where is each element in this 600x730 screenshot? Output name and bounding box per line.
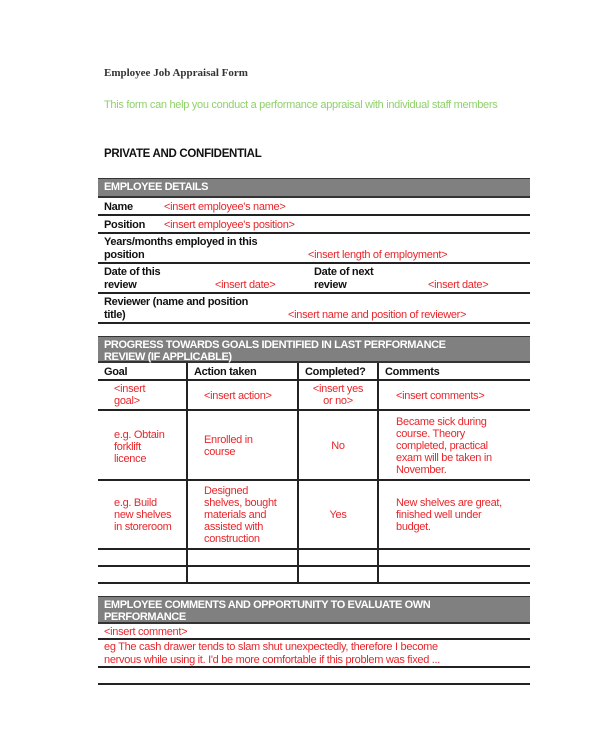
column-header-goal: Goal bbox=[104, 366, 128, 378]
date-this-review-label-line1: Date of this bbox=[104, 266, 161, 278]
cell-line: completed, practical bbox=[396, 440, 488, 452]
position-row bbox=[98, 216, 530, 234]
form-title: Employee Job Appraisal Form bbox=[104, 67, 248, 79]
cell-line: in storeroom bbox=[114, 521, 172, 533]
column-header-completed: Completed? bbox=[305, 366, 366, 378]
comment-placeholder-row bbox=[98, 624, 530, 640]
progress-header-line1: PROGRESS TOWARDS GOALS IDENTIFIED IN LAST PERFORMANCE bbox=[104, 339, 446, 351]
date-this-review-value[interactable]: <insert date> bbox=[215, 279, 276, 291]
reviewer-value[interactable]: <insert name and position of reviewer> bbox=[288, 309, 467, 321]
comment-example[interactable] bbox=[104, 641, 440, 667]
cell-line: course bbox=[204, 446, 236, 458]
name-value[interactable]: <insert employee's name> bbox=[164, 201, 286, 213]
cell-line: finished well under bbox=[396, 509, 482, 521]
confidential-heading: PRIVATE AND CONFIDENTIAL bbox=[104, 148, 262, 160]
employee-details-header-text: EMPLOYEE DETAILS bbox=[104, 181, 209, 193]
name-label: Name bbox=[104, 201, 133, 213]
cell-line: Enrolled in bbox=[204, 434, 253, 446]
cell-line: construction bbox=[204, 533, 260, 545]
date-next-review-label-line2: review bbox=[314, 279, 347, 291]
comments-cell[interactable] bbox=[396, 416, 492, 476]
action-cell[interactable] bbox=[204, 485, 277, 545]
review-dates-row bbox=[98, 264, 530, 294]
cell-line: e.g. Build bbox=[114, 497, 157, 509]
date-this-review-label-line2: review bbox=[104, 279, 137, 291]
employee-comments-header bbox=[98, 596, 530, 624]
name-row bbox=[98, 198, 530, 216]
date-next-review-value[interactable]: <insert date> bbox=[428, 279, 489, 291]
intro-text: This form can help you conduct a performance appraisal with individual staff members bbox=[104, 99, 498, 111]
cell-line: exam will be taken in bbox=[396, 452, 492, 464]
cell-line: forklift bbox=[114, 441, 141, 453]
completed-cell[interactable] bbox=[299, 440, 377, 452]
employee-details-header bbox=[98, 178, 530, 198]
comment-example-line2: nervous while using it. I'd be more comfortable if this problem was fixed ... bbox=[104, 654, 441, 666]
progress-header-line2: REVIEW (IF APPLICABLE) bbox=[104, 351, 232, 363]
empty-table-row[interactable] bbox=[98, 567, 530, 584]
action-cell[interactable] bbox=[204, 434, 253, 458]
employee-comments-header-line2: PERFORMANCE bbox=[104, 611, 186, 623]
cell-line: materials and bbox=[204, 509, 267, 521]
cell-line: Became sick during bbox=[396, 416, 487, 428]
cell-line: <insert action> bbox=[204, 390, 272, 402]
table-row bbox=[98, 381, 530, 411]
table-row bbox=[98, 481, 530, 550]
cell-line: budget. bbox=[396, 521, 431, 533]
cell-line: <insert yes bbox=[312, 383, 364, 395]
cell-line: Designed bbox=[204, 485, 249, 497]
completed-cell[interactable] bbox=[299, 383, 377, 407]
comment-example-line1: eg The cash drawer tends to slam shut unexpectedly, therefore I become bbox=[104, 641, 438, 653]
date-next-review-label-line1: Date of next bbox=[314, 266, 374, 278]
reviewer-row bbox=[98, 294, 530, 324]
years-employed-row bbox=[98, 234, 530, 264]
completed-cell[interactable] bbox=[299, 509, 377, 521]
goal-cell[interactable] bbox=[114, 429, 165, 465]
empty-comment-row[interactable] bbox=[98, 668, 530, 685]
cell-line: licence bbox=[114, 453, 147, 465]
action-cell[interactable] bbox=[204, 390, 272, 402]
cell-line: <insert bbox=[114, 383, 146, 395]
progress-header bbox=[98, 336, 530, 363]
table-row bbox=[98, 411, 530, 481]
cell-line: goal> bbox=[114, 395, 140, 407]
position-label: Position bbox=[104, 219, 145, 231]
column-header-comments: Comments bbox=[385, 366, 440, 378]
goal-cell[interactable] bbox=[114, 383, 145, 407]
cell-line: or no> bbox=[323, 395, 353, 407]
cell-line: <insert comments> bbox=[396, 390, 485, 402]
comments-cell[interactable] bbox=[396, 497, 502, 533]
cell-line: e.g. Obtain bbox=[114, 429, 165, 441]
position-value[interactable]: <insert employee's position> bbox=[164, 219, 295, 231]
comments-cell[interactable] bbox=[396, 390, 484, 402]
comment-example-row bbox=[98, 640, 530, 668]
cell-line: No bbox=[331, 440, 345, 452]
cell-line: Yes bbox=[329, 509, 347, 521]
cell-line: shelves, bought bbox=[204, 497, 277, 509]
cell-line: assisted with bbox=[204, 521, 264, 533]
cell-line: November. bbox=[396, 464, 447, 476]
years-employed-label-line2: position bbox=[104, 249, 145, 261]
empty-table-row[interactable] bbox=[98, 550, 530, 567]
cell-line: course. Theory bbox=[396, 428, 465, 440]
goal-cell[interactable] bbox=[114, 497, 172, 533]
reviewer-label-line2: title) bbox=[104, 309, 126, 321]
reviewer-label-line1: Reviewer (name and position bbox=[104, 296, 249, 308]
column-header-action: Action taken bbox=[194, 366, 257, 378]
cell-line: new shelves bbox=[114, 509, 172, 521]
years-employed-label-line1: Years/months employed in this bbox=[104, 236, 258, 248]
employee-comments-header-line1: EMPLOYEE COMMENTS AND OPPORTUNITY TO EVALUATE OWN bbox=[104, 599, 431, 611]
cell-line: New shelves are great, bbox=[396, 497, 502, 509]
progress-table-header-row bbox=[98, 363, 530, 381]
comment-placeholder[interactable]: <insert comment> bbox=[104, 626, 188, 638]
years-employed-value[interactable]: <insert length of employment> bbox=[308, 249, 448, 261]
